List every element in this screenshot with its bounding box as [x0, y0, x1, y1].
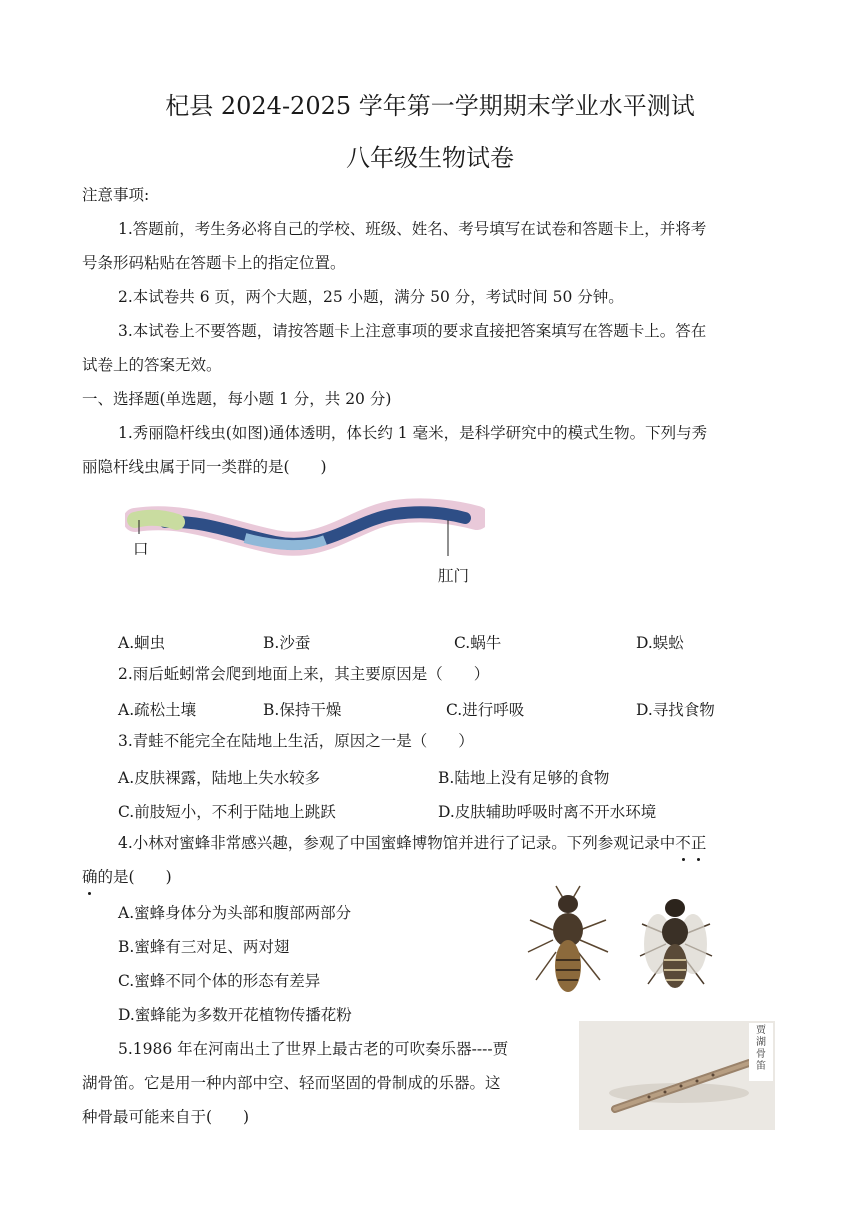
q3-option-a: A.皮肤裸露，陆地上失水较多 — [118, 769, 321, 787]
nematode-illustration — [125, 498, 485, 598]
q2-option-b: B.保持干燥 — [263, 701, 342, 719]
bone-flute-icon — [579, 1021, 775, 1130]
q5-stem-line2: 湖骨笛。它是用一种内部中空、轻而坚固的骨制成的乐器。这 — [82, 1074, 501, 1092]
q1-stem-line1: 1.秀丽隐杆线虫(如图)通体透明，体长约 1 毫米，是科学研究中的模式生物。下列与秀 — [118, 424, 708, 442]
figure-label-anus: 肛门 — [438, 567, 470, 585]
q2-stem: 2.雨后蚯蚓常会爬到地面上来，其主要原因是（ ） — [118, 665, 490, 683]
section-1-heading: 一、选择题(单选题，每小题 1 分，共 20 分) — [82, 390, 392, 408]
q3-stem: 3.青蛙不能完全在陆地上生活，原因之一是（ ） — [118, 732, 474, 750]
bee-icon — [628, 888, 723, 998]
q4-option-b: B.蜜蜂有三对足、两对翅 — [118, 938, 290, 956]
q2-option-d: D.寻找食物 — [636, 701, 715, 719]
q4-stem-text: 4.小林对蜜蜂非常感兴趣，参观了中国蜜蜂博物馆并进行了记录。下列参观记录中 — [118, 834, 676, 852]
notice-item-3-cont: 试卷上的答案无效。 — [82, 356, 222, 374]
q4-option-c: C.蜜蜂不同个体的形态有差异 — [118, 972, 321, 990]
notice-item-1: 1.答题前，考生务必将自己的学校、班级、姓名、考号填写在试卷和答题卡上，并将考 — [118, 220, 707, 238]
emphasis-char-3: 确 — [82, 865, 98, 889]
emphasis-char-1: 不 — [675, 831, 691, 855]
notice-item-1-cont: 号条形码粘贴在答题卡上的指定位置。 — [82, 254, 346, 272]
nematode-figure — [125, 498, 485, 598]
q4-option-a: A.蜜蜂身体分为头部和腹部两部分 — [118, 904, 352, 922]
q3-option-c: C.前肢短小，不利于陆地上跳跃 — [118, 803, 336, 821]
figure-label-mouth: 口 — [133, 540, 149, 558]
bee-photo-2 — [628, 888, 723, 998]
notice-item-2: 2.本试卷共 6 页，两个大题，25 小题，满分 50 分，考试时间 50 分钟。 — [118, 288, 624, 306]
bone-flute-photo — [579, 1021, 775, 1130]
exam-subtitle: 八年级生物试卷 — [346, 144, 514, 172]
q1-option-b: B.沙蚕 — [263, 634, 311, 652]
q1-stem-line2: 丽隐杆线虫属于同一类群的是( ) — [82, 458, 327, 476]
q4-stem-line1 — [118, 831, 706, 855]
bee-icon — [518, 880, 618, 1000]
exam-title: 杞县 2024-2025 学年第一学期期末学业水平测试 — [165, 92, 695, 120]
bee-photo-1 — [518, 880, 618, 1000]
q1-option-a: A.蛔虫 — [118, 634, 166, 652]
q3-option-b: B.陆地上没有足够的食物 — [438, 769, 610, 787]
q4-option-d: D.蜜蜂能为多数开花植物传播花粉 — [118, 1006, 352, 1024]
notice-item-3: 3.本试卷上不要答题，请按答题卡上注意事项的要求直接把答案填写在答题卡上。答在 — [118, 322, 707, 340]
emphasis-char-2: 正 — [691, 831, 707, 855]
q5-stem-line1: 5.1986 年在河南出土了世界上最古老的可吹奏乐器----贾 — [118, 1040, 509, 1058]
notice-heading: 注意事项: — [82, 186, 150, 204]
q5-stem-line3: 种骨最可能来自于( ) — [82, 1108, 250, 1126]
q2-option-c: C.进行呼吸 — [446, 701, 525, 719]
q4-stem-line2 — [82, 865, 172, 889]
q1-option-c: C.蜗牛 — [454, 634, 502, 652]
q4-stem-rest: 的是( ) — [97, 868, 172, 886]
q1-option-d: D.蜈蚣 — [636, 634, 684, 652]
q2-option-a: A.疏松土壤 — [118, 701, 197, 719]
photo-label: 贾湖骨笛 — [756, 1025, 766, 1072]
q3-option-d: D.皮肤辅助呼吸时离不开水环境 — [438, 803, 657, 821]
